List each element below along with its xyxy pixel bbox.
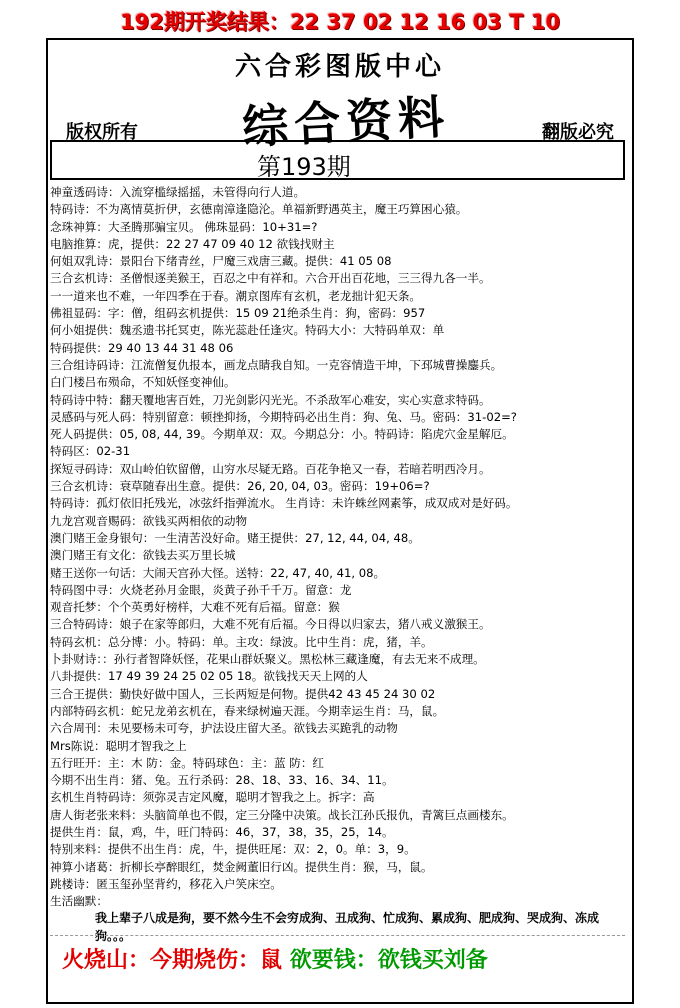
content-line: 观音托梦：个个英勇好榜样，大难不死有后福。留意：猴 bbox=[50, 600, 340, 615]
content-line: 澳门赌王有文化：欲钱去买万里长城 bbox=[50, 548, 236, 563]
center-title: 六合彩图版中心 bbox=[234, 52, 445, 82]
content-line: 特码图中寻：火烧老孙月金眼，炎黄子孙千千万。留意：龙 bbox=[50, 582, 352, 597]
joke-text: 我上辈子八成是狗，要不然今生不会穷成狗、丑成狗、忙成狗、累成狗、肥成狗、哭成狗、冻成狗。。。 bbox=[95, 911, 600, 943]
content-line: 卜卦财诗：：孙行者智降妖怪，花果山群妖聚义。黑松林三藏逢魔，有去无来不成理。 bbox=[50, 652, 485, 667]
issue-box bbox=[50, 140, 625, 180]
content-line: 特码区：02-31 bbox=[50, 444, 131, 459]
footer-money-label: 欲要钱： bbox=[282, 947, 378, 973]
content-line: 三合组诗码诗：江流僧复仇报本，画龙点睛我自知。一克容情造干坤，下邳城曹操鏖兵。 bbox=[50, 357, 503, 372]
header bbox=[46, 38, 634, 155]
draw-result-banner: 192期开奖结果：22 37 02 12 16 03 T 10 bbox=[120, 10, 560, 34]
footer-money-value: 欲钱买刘备 bbox=[377, 947, 488, 973]
footer bbox=[62, 943, 488, 974]
content-line: 三合特码诗：娘子在家等郎归，大难不死有后福。今日得以归家去，猪八戒义激猴王。 bbox=[50, 617, 491, 632]
content-line: 死人码提供：05, 08, 44, 39。今期单双：双。今期总分：小。特码诗：陷虎穴金星解厄。 bbox=[50, 427, 514, 442]
content-line: 佛祖显码：字：僧，组码玄机提供：15 09 21绝杀生肖：狗，密码：957 bbox=[50, 306, 426, 321]
content-line: 生活幽默： bbox=[50, 894, 108, 909]
copyright-right: 翻版必究 bbox=[542, 122, 614, 143]
content-line: 三合玄机诗：圣僧恨逐美猴王，百忍之中有祥和。六合开出百花地，三三得九各一半。 bbox=[50, 271, 491, 286]
content-line: 特码诗：孤灯依旧托残光，冰弦纤指弹流水。 生肖诗：未许蛛丝网素筝，成双成对是好码。 bbox=[50, 496, 518, 511]
content-line: Mrs陈说：聪明才智我之上 bbox=[50, 738, 187, 753]
content-line: 三合玄机诗：衰草随春出生意。提供：26, 20, 04, 03。密码：19+06=? bbox=[50, 479, 430, 494]
content-line: 唐人街老张来料：头脑简单也不假，定三分隆中决策。战长江孙氏报仇，青篱巨点画楼东。 bbox=[50, 807, 514, 822]
content-line: 提供生肖：鼠，鸡，牛，旺门特码：46，37，38，35，25，14。 bbox=[50, 824, 394, 839]
content-line: 何小姐提供：魏丞遗书托冥吏，陈光蕊赴任逢灾。特码大小：大特码单双：单 bbox=[50, 323, 445, 338]
content-line: 白门楼吕布殒命，不知妖怪变神仙。 bbox=[50, 375, 236, 390]
separator bbox=[50, 935, 625, 936]
issue-number: 第193期 bbox=[257, 153, 351, 181]
content-line: 电脑推算：虎，提供：22 27 47 09 40 12 欲钱找财主 bbox=[50, 236, 335, 251]
content-line: 特码提供：29 40 13 44 31 48 06 bbox=[50, 340, 234, 355]
content-line: 三合王提供：勤快好做中国人，三长两短是何物。提供42 43 45 24 30 02 bbox=[50, 686, 436, 701]
content-line: 神算小诸葛：折柳长亭醉眼红，焚金阙董旧行凶。提供生肖：猴，马，鼠。 bbox=[50, 859, 433, 874]
content-line: 灵感码与死人码：特别留意：顿挫抑扬，今期特码必出生肖：狗、兔、马。密码：31-02=? bbox=[50, 409, 517, 424]
content-line: 特别来料：提供不出生肖：虎，牛，提供旺尾：双：2，0。单：3，9。 bbox=[50, 842, 416, 857]
content-line: 何姐双乳诗：景阳台下绪青丝，尸魔三戏唐三藏。提供：41 05 08 bbox=[50, 254, 392, 269]
content-line: 神童透码诗：入流穿槛绿摇摇，未管得向行人道。 bbox=[50, 185, 306, 199]
copyright-left: 版权所有 bbox=[66, 122, 138, 143]
content-line: 特码诗：不为离情莫折伊，玄德南漳逢隐沦。单福新野遇英主，魔王巧算困心猿。 bbox=[50, 202, 468, 217]
content-line: 内部特码玄机：蛇兄龙弟玄机在，春来绿树遍天涯。今期幸运生肖：马，鼠。 bbox=[50, 703, 445, 718]
content-line: 澳门赌王金身银句：一生清苦没好命。赌王提供：27, 12, 44, 04, 48。 bbox=[50, 530, 420, 545]
content-line: 八卦提供：17 49 39 24 25 02 05 18。欲钱找天天上网的人 bbox=[50, 669, 368, 684]
content-lines bbox=[50, 184, 630, 945]
big-title: 综合资料 bbox=[240, 89, 452, 155]
content-line: 今期不出生肖：猪、兔。五行杀码：28、18、33、16、34、11。 bbox=[50, 773, 394, 788]
content-line: 探短寻码诗：双山岭伯钦留僧，山穷水尽疑无路。百花争艳又一春，若暗若明西冷月。 bbox=[50, 461, 491, 476]
content-line: 念珠神算：大圣腾那骗宝贝。 佛珠显码：10+31=? bbox=[50, 219, 318, 234]
content-line: 跳楼诗：匿玉玺孙坚背约，移花入户笑床空。 bbox=[50, 876, 282, 891]
content-line: 九龙宫观音赐码：欲钱买两相依的动物 bbox=[50, 513, 248, 528]
content-line: 六合周刊：未见要杨未可夸，护法设庄留大圣。欲钱去买跪乳的动物 bbox=[50, 721, 398, 736]
content-line: 一一道来也不难，一年四季在于春。潮京图库有玄机，老龙拙计犯天条。 bbox=[50, 288, 422, 303]
content-line: 特码玄机：总分博：小。特码：单。主攻：绿波。比中生肖：虎，猪，羊。 bbox=[50, 634, 433, 649]
footer-fire-label: 火烧山：今期烧伤： bbox=[62, 947, 261, 973]
content-line: 五行旺开：主：木 防：金。特码球色：主：蓝 防：红 bbox=[50, 755, 325, 770]
content-line: 特码诗中特：翻天覆地害百姓，刀光剑影闪光光。不杀敌军心难安，实心实意求特码。 bbox=[50, 392, 491, 407]
footer-fire-value: 鼠 bbox=[260, 947, 283, 973]
content-line: 赌王送你一句话：大闹天宫孙大怪。送特：22, 47, 40, 41, 08。 bbox=[50, 565, 386, 580]
content-line: 玄机生肖特码诗：须弥灵吉定风魔，聪明才智我之上。拆字：高 bbox=[50, 790, 375, 805]
